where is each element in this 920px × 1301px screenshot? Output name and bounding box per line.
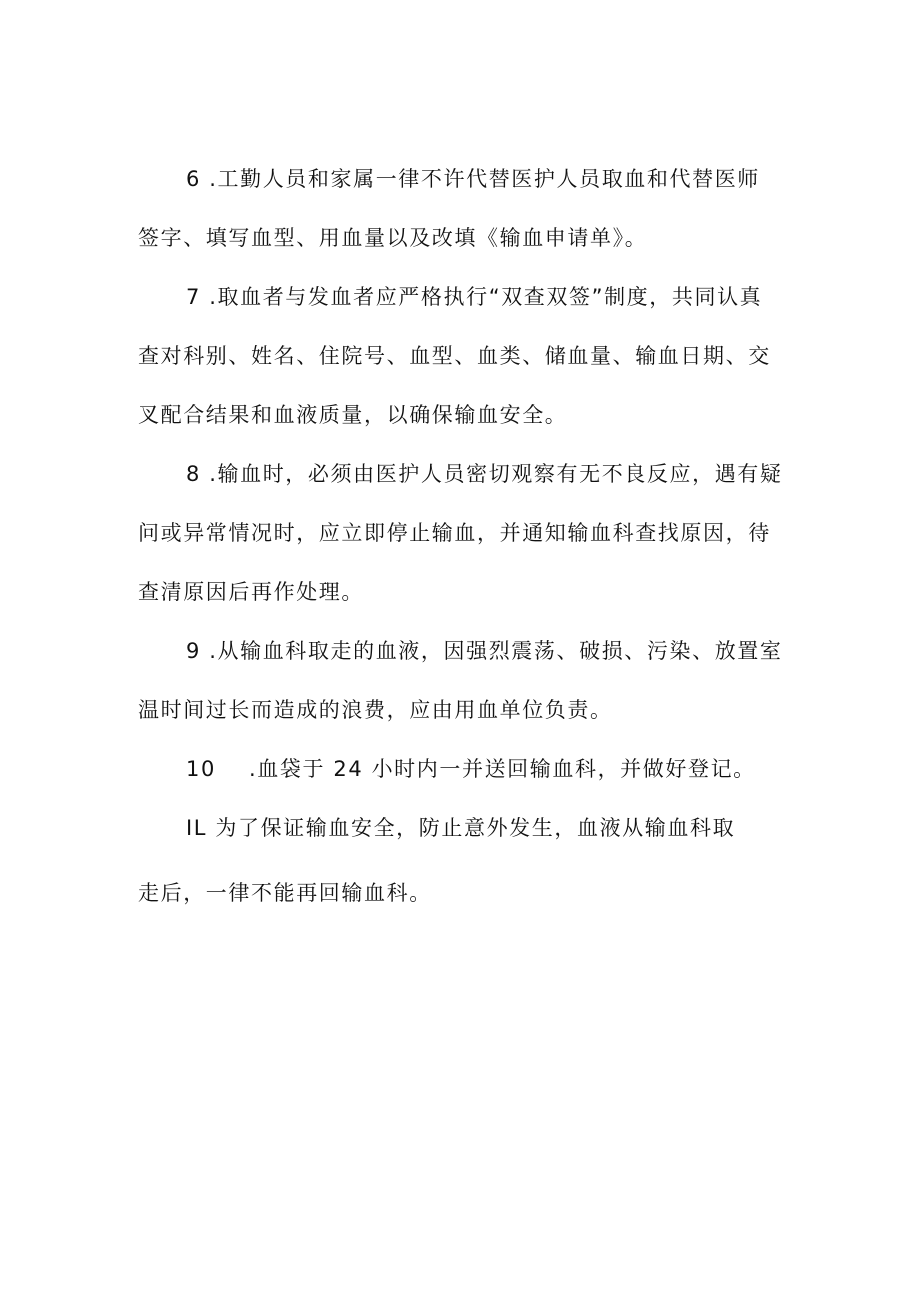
paragraph-line: 签字、填写血型、用血量以及改填《输血申请单》。 xyxy=(138,226,648,250)
paragraph-line: 9 .从输血科取走的血液，因强烈震荡、破损、污染、放置室 xyxy=(186,639,783,663)
paragraph-line: IL 为了保证输血安全，防止意外发生，血液从输血科取 xyxy=(186,816,736,840)
paragraph-8 xyxy=(138,445,792,622)
paragraph-line: 叉配合结果和血液质量，以确保输血安全。 xyxy=(138,403,568,427)
paragraph-line: 7 .取血者与发血者应严格执行“双查双签”制度，共同认真 xyxy=(186,285,763,309)
paragraph-line: 10 .血袋于 24 小时内一并送回输血科，并做好登记。 xyxy=(186,757,756,781)
paragraph-line: 温时间过长而造成的浪费，应由用血单位负责。 xyxy=(138,698,613,722)
paragraph-9 xyxy=(138,622,792,740)
paragraph-line: 走后，一律不能再回输血科。 xyxy=(138,881,432,905)
paragraph-7 xyxy=(138,268,792,445)
paragraph-line: 8 .输血时，必须由医护人员密切观察有无不良反应，遇有疑 xyxy=(186,462,783,486)
paragraph-10 xyxy=(138,740,792,799)
paragraph-11 xyxy=(138,799,792,923)
paragraph-line: 问或异常情况时，应立即停止输血，并通知输血科查找原因，待 xyxy=(138,521,771,545)
paragraph-line: 查对科别、姓名、住院号、血型、血类、储血量、输血日期、交 xyxy=(138,344,771,368)
paragraph-6 xyxy=(138,150,792,268)
paragraph-line: 查清原因后再作处理。 xyxy=(138,580,364,604)
paragraph-line: 6 .工勤人员和家属一律不许代替医护人员取血和代替医师 xyxy=(186,167,760,191)
